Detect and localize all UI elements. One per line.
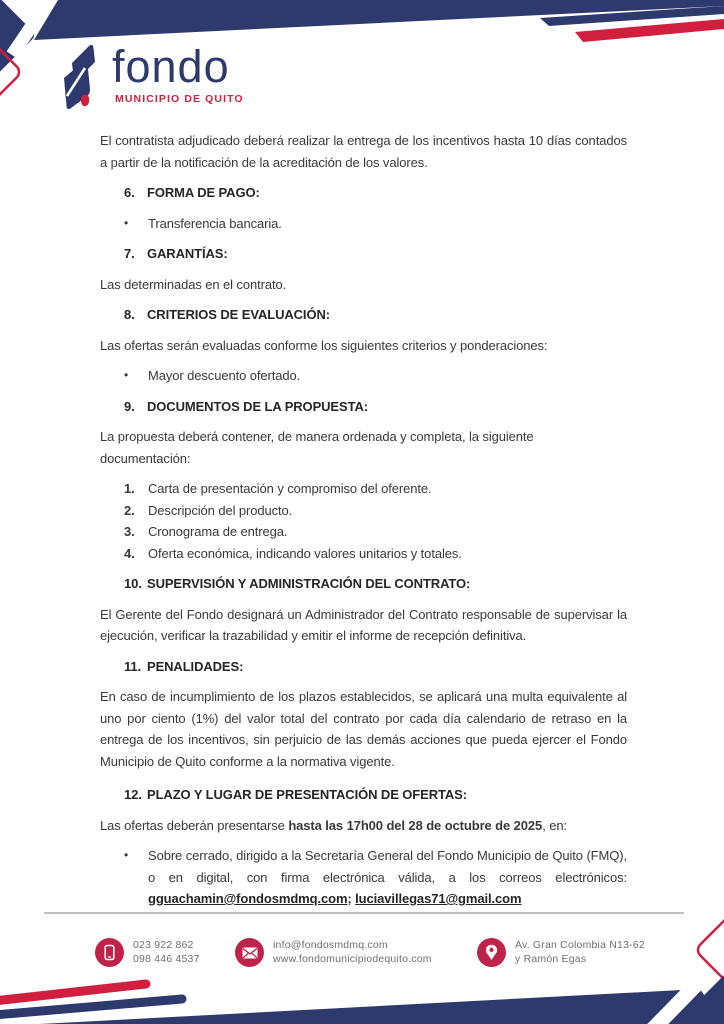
deadline-prefix: Las ofertas deberán presentarse: [100, 817, 289, 833]
bullet-icon: •: [124, 215, 129, 230]
bullet-icon: •: [124, 848, 129, 862]
section-number: 7.: [124, 246, 135, 261]
footer-divider: [44, 912, 684, 914]
address-line-1: Av. Gran Colombia N13-62: [515, 939, 645, 951]
email-icon: [235, 938, 264, 967]
section-heading-8: [100, 304, 627, 326]
bullet-item: [100, 365, 627, 387]
section-title: SUPERVISIÓN Y ADMINISTRACIÓN DEL CONTRATO:: [147, 576, 471, 591]
section-title: PLAZO Y LUGAR DE PRESENTACIÓN DE OFERTAS:: [147, 787, 467, 802]
logo-subtitle: MUNICIPIO DE QUITO: [115, 93, 244, 105]
section-paragraph: La propuesta deberá contener, de manera ordenada y completa, la siguiente documentación:: [100, 429, 534, 466]
section-number: 10.: [124, 576, 142, 591]
footer-contact-phone: [95, 938, 200, 967]
section-title: GARANTÍAS:: [147, 246, 228, 261]
top-banner-decoration: [0, 0, 724, 130]
bullet-icon: •: [124, 368, 129, 382]
phone-icon: [95, 938, 124, 967]
email-separator: ;: [347, 891, 356, 906]
logo-wordmark: fondo: [112, 41, 230, 92]
intro-paragraph: El contratista adjudicado deberá realizar la entrega de los incentivos hasta 10 días contados a partir de la notificación de la acreditación de los valores.: [100, 133, 627, 170]
section-number: 8.: [124, 307, 135, 322]
list-number: 4.: [124, 545, 135, 561]
submission-body: Sobre cerrado, dirigido a la Secretaría General del Fondo Municipio de Quito (FMQ), o en digital, con firma electrónica válida, a los correos electrónicos:: [148, 848, 627, 885]
section-number: 12.: [124, 787, 142, 802]
section-number: 6.: [124, 185, 135, 200]
footer-contact-address: [477, 938, 645, 967]
section-heading-11: [100, 656, 627, 678]
list-text: Cronograma de entrega.: [148, 524, 288, 539]
list-number: 2.: [124, 502, 135, 518]
list-number: 1.: [124, 481, 135, 496]
footer-email: info@fondosmdmq.com: [273, 939, 388, 951]
address-line-2: y Ramón Egas: [515, 952, 587, 965]
section-number: 9.: [124, 398, 135, 414]
section-paragraph: El Gerente del Fondo designará un Administrador del Contrato responsable de supervisar la ejecución, verificar la trazabilidad y emitir el informe de recepción definitiva.: [100, 606, 627, 643]
list-text: Carta de presentación y compromiso del oferente.: [148, 481, 432, 496]
list-number: 3.: [124, 524, 135, 539]
phone-number-1: 023 922 862: [133, 939, 194, 951]
deadline-suffix: , en:: [542, 817, 567, 833]
list-item: [100, 521, 627, 543]
documents-list: [100, 478, 627, 564]
section-heading-6: [100, 182, 627, 204]
email-link-luciavillegas[interactable]: luciavillegas71@gmail.com: [355, 891, 522, 906]
submission-text: [148, 845, 627, 910]
submission-bullet: [100, 845, 627, 910]
footer-contact-email: [235, 938, 432, 967]
section-title: CRITERIOS DE EVALUACIÓN:: [147, 307, 330, 322]
bullet-text: Mayor descuento ofertado.: [148, 368, 301, 383]
deadline-paragraph: [100, 815, 627, 837]
section-title: PENALIDADES:: [147, 658, 244, 674]
document-body: [100, 130, 627, 919]
section-number: 11.: [124, 658, 142, 674]
phone-number-2: 098 446 4537: [133, 952, 200, 965]
section-paragraph: Las ofertas serán evaluadas conforme los siguientes criterios y ponderaciones:: [100, 337, 548, 353]
footer-website: www.fondomunicipiodequito.com: [273, 952, 432, 965]
section-paragraph: En caso de incumplimiento de los plazos establecidos, se aplicará una multa equivalente al uno por ciento (1%) del valor total del contrato por cada día calendario de retraso en la entrega de los incentivos, sin perjuicio de las demás acciones que pueda ejercer el Fondo Municipio de Quito conforme a la normativa vigente.: [100, 689, 627, 769]
list-item: [100, 543, 627, 565]
list-item: [100, 478, 627, 500]
email-link-gguachamin[interactable]: gguachamin@fondosmdmq.com: [148, 891, 348, 906]
list-text: Oferta económica, indicando valores unitarios y totales.: [148, 545, 462, 561]
section-paragraph: Las determinadas en el contrato.: [100, 276, 287, 292]
bullet-item: [100, 213, 627, 235]
location-icon: [477, 938, 506, 967]
fondo-logo-mark: [58, 42, 106, 112]
section-heading-10: [100, 573, 627, 595]
deadline-date: hasta las 17h00 del 28 de octubre de 2025: [288, 817, 543, 833]
section-title: FORMA DE PAGO:: [147, 185, 260, 200]
section-title: DOCUMENTOS DE LA PROPUESTA:: [147, 398, 368, 414]
section-heading-7: [100, 243, 627, 265]
section-heading-9: [100, 396, 627, 418]
list-text: Descripción del producto.: [148, 502, 293, 518]
list-item: [100, 500, 627, 522]
bullet-text: Transferencia bancaria.: [148, 215, 282, 231]
section-heading-12: [100, 784, 627, 806]
